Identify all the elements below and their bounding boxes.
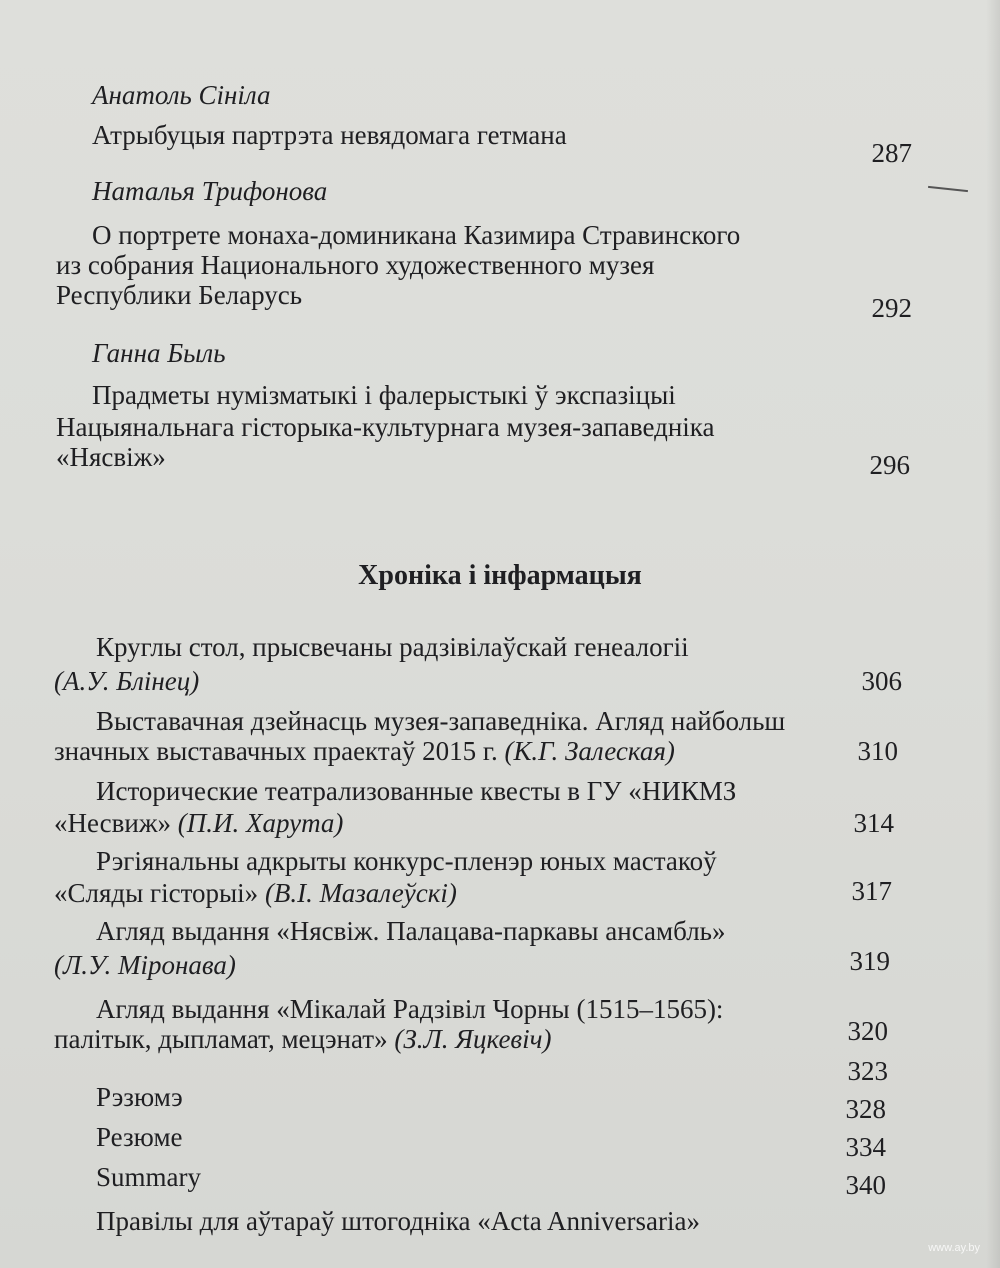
article-author: Ганна Быль bbox=[92, 338, 226, 368]
page-number: 340 bbox=[845, 1170, 886, 1200]
chronicle-text: «Сляды гісторыі» bbox=[54, 878, 265, 908]
chronicle-author: (А.У. Блінец) bbox=[54, 666, 200, 696]
page-number: 310 bbox=[857, 736, 898, 766]
page-number: 314 bbox=[853, 808, 894, 838]
chronicle-line-2 bbox=[54, 736, 675, 766]
chronicle-line-2 bbox=[54, 666, 199, 696]
page-number: 334 bbox=[845, 1132, 886, 1162]
chronicle-line: Круглы стол, прысвечаны радзівілаўскай генеалогіі bbox=[96, 632, 689, 662]
chronicle-author: (К.Г. Залеская) bbox=[504, 736, 675, 766]
chronicle-text: «Несвиж» bbox=[54, 808, 178, 838]
article-title-line: Атрыбуцыя партрэта невядомага гетмана bbox=[92, 120, 567, 150]
chronicle-author: (В.І. Мазалеўскі) bbox=[264, 878, 457, 908]
page-number: 320 bbox=[847, 1016, 888, 1046]
watermark: www.ay.by bbox=[928, 1242, 980, 1254]
article-title-line: Нацыянальнага гісторыка-культурнага музея-запаведніка bbox=[56, 412, 715, 442]
page-number: 287 bbox=[871, 138, 912, 168]
chronicle-line: Агляд выдання «Мікалай Радзівіл Чорны (1515–1565): bbox=[96, 994, 724, 1024]
chronicle-line-2 bbox=[54, 1024, 552, 1054]
page-number: 317 bbox=[851, 876, 892, 906]
chronicle-line: Выставачная дзейнасць музея-запаведніка. Агляд найбольш bbox=[96, 706, 786, 736]
extra-item-label: Правілы для аўтараў штогодніка «Acta Anniversaria» bbox=[96, 1206, 700, 1236]
page-edge-shadow bbox=[986, 0, 1000, 1268]
chronicle-text: значных выставачных праектаў 2015 г. bbox=[54, 736, 505, 766]
article-author: Наталья Трифонова bbox=[92, 176, 328, 206]
pencil-mark bbox=[928, 186, 968, 192]
article-author: Анатоль Сініла bbox=[92, 80, 271, 110]
chronicle-author: (З.Л. Яцкевіч) bbox=[394, 1024, 552, 1054]
page-number: 328 bbox=[845, 1094, 886, 1124]
page-number: 292 bbox=[871, 293, 912, 323]
extra-item-label: Рэзюмэ bbox=[96, 1082, 183, 1112]
page-number: 323 bbox=[847, 1056, 888, 1086]
chronicle-line: Исторические театрализованные квесты в ГУ «НИКМЗ bbox=[96, 776, 737, 806]
extra-item-label: Резюме bbox=[96, 1122, 183, 1152]
chronicle-line-2 bbox=[54, 878, 457, 908]
page-number: 296 bbox=[869, 450, 910, 480]
page-number: 319 bbox=[849, 946, 890, 976]
article-title-line: «Нясвіж» bbox=[56, 442, 166, 472]
chronicle-line-2 bbox=[54, 950, 236, 980]
extra-item-label: Summary bbox=[96, 1162, 201, 1192]
chronicle-author: (Л.У. Міронава) bbox=[54, 950, 236, 980]
chronicle-author: (П.И. Харута) bbox=[177, 808, 344, 838]
chronicle-line: Агляд выдання «Нясвіж. Палацава-паркавы ансамбль» bbox=[96, 916, 726, 946]
chronicle-line: Рэгіянальны адкрыты конкурс-пленэр юных мастакоў bbox=[96, 846, 717, 876]
page-number: 306 bbox=[861, 666, 902, 696]
article-title-line: О портрете монаха-доминикана Казимира Стравинского bbox=[92, 220, 741, 250]
article-title-line: из собрания Национального художественного музея bbox=[56, 250, 655, 280]
chronicle-text: палітык, дыпламат, мецэнат» bbox=[54, 1024, 395, 1054]
article-title-line: Республики Беларусь bbox=[56, 280, 303, 310]
chronicle-line-2 bbox=[54, 808, 343, 838]
article-title-line: Прадметы нумізматыкі і фалерыстыкі ў экспазіцыі bbox=[92, 380, 676, 410]
section-heading: Хроніка і інфармацыя bbox=[358, 560, 642, 591]
